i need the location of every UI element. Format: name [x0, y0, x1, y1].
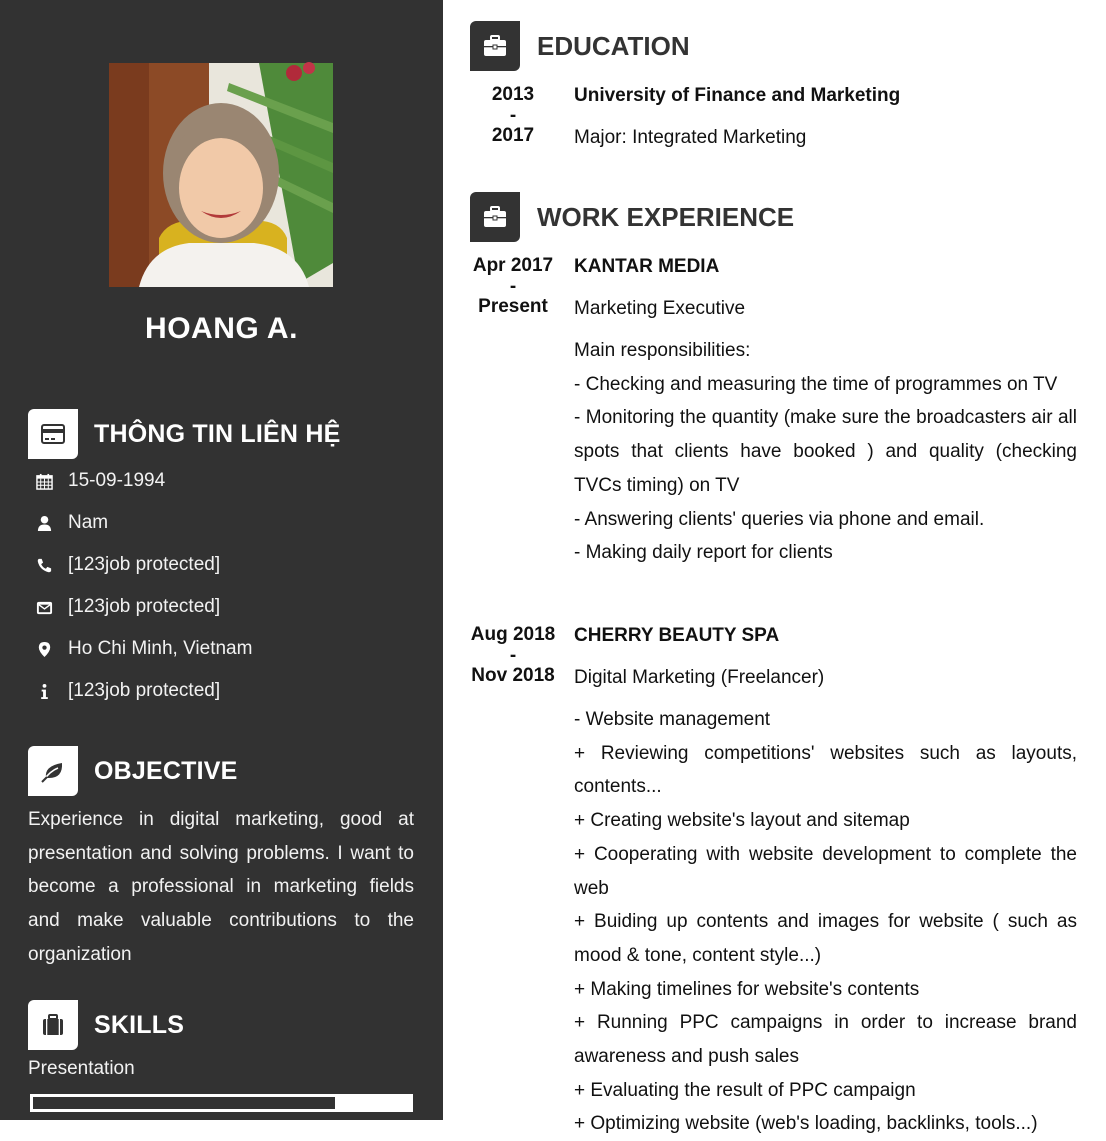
responsibility-line: - Checking and measuring the time of programmes on TV: [574, 373, 1058, 395]
date-end: 2017: [491, 125, 535, 146]
objective-heading-label: OBJECTIVE: [94, 756, 238, 785]
briefcase-icon: [470, 192, 520, 242]
envelope-icon: [28, 599, 60, 616]
responsibility-line: + Cooperating with website development to complete the web: [574, 843, 1077, 899]
responsibility-line: + Buiding up contents and images for website ( such as mood & tone, content style...): [574, 911, 1077, 966]
contact-heading: [28, 409, 340, 459]
gender-value: Nam: [68, 512, 109, 533]
contact-item-birthdate: [28, 460, 418, 502]
company-name: KANTAR MEDIA: [574, 256, 720, 277]
education-heading: [470, 21, 690, 71]
date-separator: -: [509, 104, 517, 126]
briefcase-icon: [470, 21, 520, 71]
suitcase-icon: [28, 1000, 78, 1050]
phone-icon: [28, 557, 60, 574]
user-icon: [28, 515, 60, 532]
skills-heading: [28, 1000, 184, 1050]
objective-text: Experience in digital marketing, good at presentation and solving problems. I want to become a professional in marketing fields and make valuable contributions to the organization: [28, 809, 414, 965]
work-heading: [470, 192, 794, 242]
skill-progress-bar: [30, 1094, 413, 1112]
date-start: Aug 2018: [470, 624, 556, 645]
birthdate-value: 15-09-1994: [68, 470, 166, 491]
leaf-icon: [28, 746, 78, 796]
main-content: [443, 0, 1106, 1135]
education-heading-label: EDUCATION: [537, 30, 690, 61]
date-start: Apr 2017: [472, 255, 554, 276]
work-heading-label: WORK EXPERIENCE: [537, 201, 795, 232]
skill-progress-fill: [33, 1097, 335, 1109]
responsibility-line: - Website management: [574, 709, 771, 730]
contact-item-location: [28, 628, 418, 670]
job-title: Digital Marketing (Freelancer): [574, 667, 825, 688]
contact-item-email: [28, 586, 418, 628]
education-school: University of Finance and Marketing: [574, 85, 901, 106]
work-date: [463, 256, 563, 318]
responsibility-line: + Creating website's layout and sitemap: [574, 810, 910, 832]
responsibility-line: Main responsibilities:: [574, 340, 751, 361]
skill-label: Presentation: [28, 1058, 135, 1079]
contact-item-info: [28, 670, 418, 712]
responsibility-line: - Making daily report for clients: [574, 542, 833, 564]
calendar-icon: [28, 473, 60, 490]
date-start: 2013: [491, 84, 535, 105]
work-body: [574, 625, 1077, 1141]
education-major: Major: Integrated Marketing: [574, 127, 807, 148]
avatar: [109, 63, 333, 287]
responsibility-line: + Evaluating the result of PPC campaign: [574, 1079, 916, 1101]
map-pin-icon: [28, 641, 60, 658]
company-name: CHERRY BEAUTY SPA: [574, 625, 780, 646]
location-value: Ho Chi Minh, Vietnam: [68, 638, 253, 659]
date-separator: -: [509, 644, 517, 666]
work-date: [463, 625, 563, 687]
phone-value: [123job protected]: [68, 554, 221, 575]
email-value: [123job protected]: [68, 596, 221, 617]
sidebar: [0, 0, 443, 1120]
responsibility-line: - Answering clients' queries via phone and email.: [574, 508, 985, 530]
date-end: Present: [478, 296, 548, 317]
date-separator: -: [509, 275, 517, 297]
info-icon: [28, 683, 60, 700]
education-date: [463, 85, 563, 147]
candidate-name: HOANG A.: [145, 312, 298, 345]
responsibility-line: + Running PPC campaigns in order to increase brand awareness and push sales: [574, 1012, 1077, 1068]
contact-heading-label: THÔNG TIN LIÊN HỆ: [94, 419, 341, 448]
id-card-icon: [28, 409, 78, 459]
responsibility-line: + Optimizing website (web's loading, backlinks, tools...): [574, 1113, 1038, 1135]
education-body: [574, 85, 1077, 163]
job-title: Marketing Executive: [574, 298, 746, 319]
info-value: [123job protected]: [68, 680, 221, 701]
contact-item-gender: [28, 502, 418, 544]
responsibility-line: + Reviewing competitions' websites such as layouts, contents...: [574, 742, 1077, 798]
objective-heading: [28, 746, 238, 796]
profile-photo: [109, 63, 333, 287]
date-end: Nov 2018: [471, 665, 555, 686]
responsibility-line: + Making timelines for website's contents: [574, 978, 920, 1000]
responsibility-line: - Monitoring the quantity (make sure the broadcasters air all spots that clients have booked ) and quality (checking TVCs timing) on TV: [574, 407, 1077, 496]
skills-heading-label: SKILLS: [94, 1010, 185, 1039]
contact-item-phone: [28, 544, 418, 586]
work-body: [574, 256, 1077, 570]
contact-list: [28, 460, 418, 712]
